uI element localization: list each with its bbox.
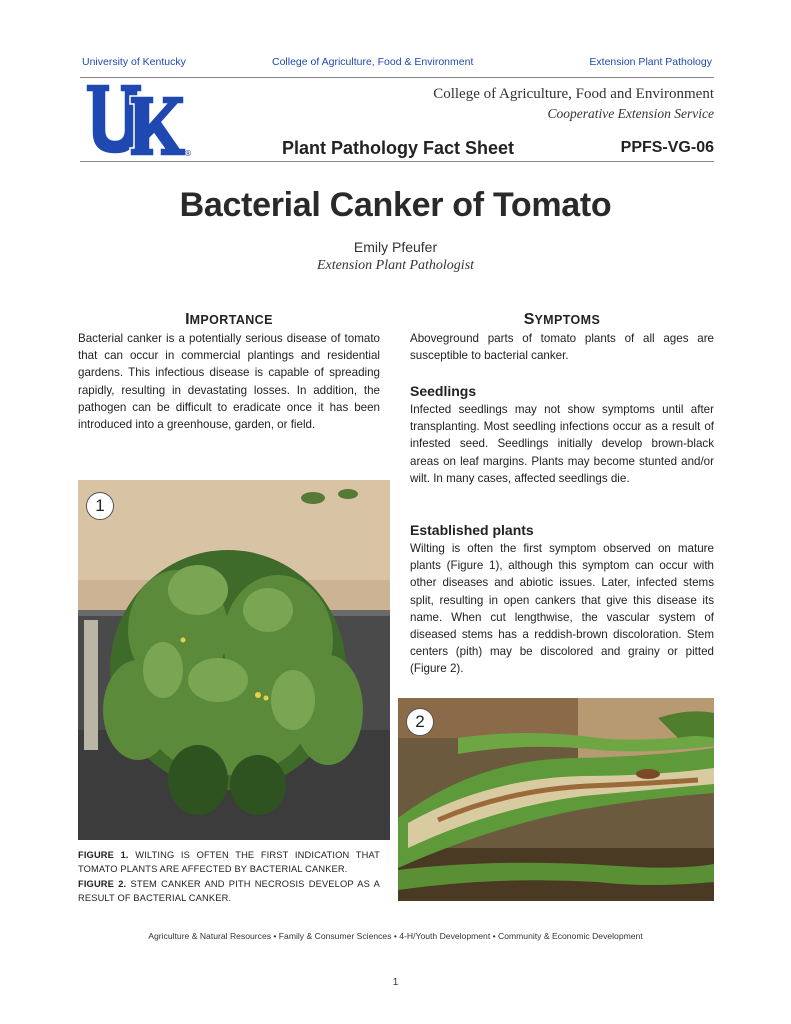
program-areas-footer: Agriculture & Natural Resources • Family & Consumer Sciences • 4-H/Youth Development • Community & Economic Development <box>148 931 643 941</box>
author-role: Extension Plant Pathologist <box>316 258 475 273</box>
page-number: 1 <box>392 977 399 988</box>
figure-1-number-badge: 1 <box>86 492 114 520</box>
figure-2-photo <box>398 698 714 901</box>
header-rule-bottom <box>80 161 714 162</box>
symptoms-heading-rest: YMPTOMS <box>534 313 601 327</box>
fact-sheet-label: Plant Pathology Fact Sheet <box>282 138 515 158</box>
figure-1-caption <box>78 848 380 877</box>
figure-1-caption-text: WILTING IS OFTEN THE FIRST INDICATION THAT TOMATO PLANTS ARE AFFECTED BY BACTERIAL CANKER. <box>78 850 380 875</box>
uk-logo <box>84 82 192 158</box>
symptoms-heading-initial: S <box>523 311 535 328</box>
figure-captions <box>78 848 380 906</box>
extension-service: Cooperative Extension Service <box>547 106 714 121</box>
page-title: Bacterial Canker of Tomato <box>179 186 612 224</box>
importance-heading <box>78 311 380 329</box>
author-name: Emily Pfeufer <box>353 239 438 255</box>
established-plants-body: Wilting is often the first symptom observed on mature plants (Figure 1), although this symptom can occur with other diseases and abiotic issues. Later, infected stems split, resulting in open cankers that give this disease its name. When cut lengthwise, the vascular system of diseased stems has a reddish-brown discoloration. Stem centers (pith) may be discolored and grainy or pitted (Figure 2). <box>410 542 714 676</box>
split-stem-canker-image <box>398 698 714 901</box>
figure-2-number-badge: 2 <box>406 708 434 736</box>
link-college[interactable]: College of Agriculture, Food & Environment <box>272 56 474 68</box>
symptoms-heading <box>410 311 714 329</box>
importance-body: Bacterial canker is a potentially serious disease of tomato that can occur in commercial plantings and residential gardens. This infectious disease is capable of spreading rapidly, resulting in devastating losses. In addition, the pathogen can be difficult to eradicate once it has been introduced into a greenhouse, garden, or field. <box>78 332 380 432</box>
figure-2-caption-text: STEM CANKER AND PITH NECROSIS DEVELOP AS A RESULT OF BACTERIAL CANKER. <box>78 878 380 904</box>
header-rule-top <box>80 77 714 78</box>
fact-sheet-code: PPFS-VG-06 <box>620 139 714 156</box>
link-extension-plant-pathology[interactable]: Extension Plant Pathology <box>589 56 712 68</box>
figure-2-caption <box>78 877 380 906</box>
figure-2-caption-label: FIGURE 2. <box>78 878 127 889</box>
importance-heading-rest: MPORTANCE <box>189 313 273 327</box>
figure-1-caption-label: FIGURE 1. <box>78 850 129 860</box>
figure-1-photo <box>78 480 390 840</box>
svg-text:®: ® <box>184 149 192 158</box>
established-plants-heading: Established plants <box>410 522 534 538</box>
symptoms-intro: Aboveground parts of tomato plants of all ages are susceptible to bacterial canker. <box>410 332 714 363</box>
seedlings-body: Infected seedlings may not show symptoms until after transplanting. Most seedling infections occur as a result of infested seed. Seedlings initially develop brown-black areas on leaf margins. Plants may become stunted and/or wilt. In many cases, affected seedlings die. <box>410 403 714 485</box>
wilted-tomato-plant-image <box>78 480 390 840</box>
seedlings-heading: Seedlings <box>410 383 477 399</box>
top-links <box>80 56 714 70</box>
importance-heading-initial: I <box>185 311 190 328</box>
link-university[interactable]: University of Kentucky <box>82 56 186 68</box>
college-name: College of Agriculture, Food and Environment <box>433 86 714 102</box>
